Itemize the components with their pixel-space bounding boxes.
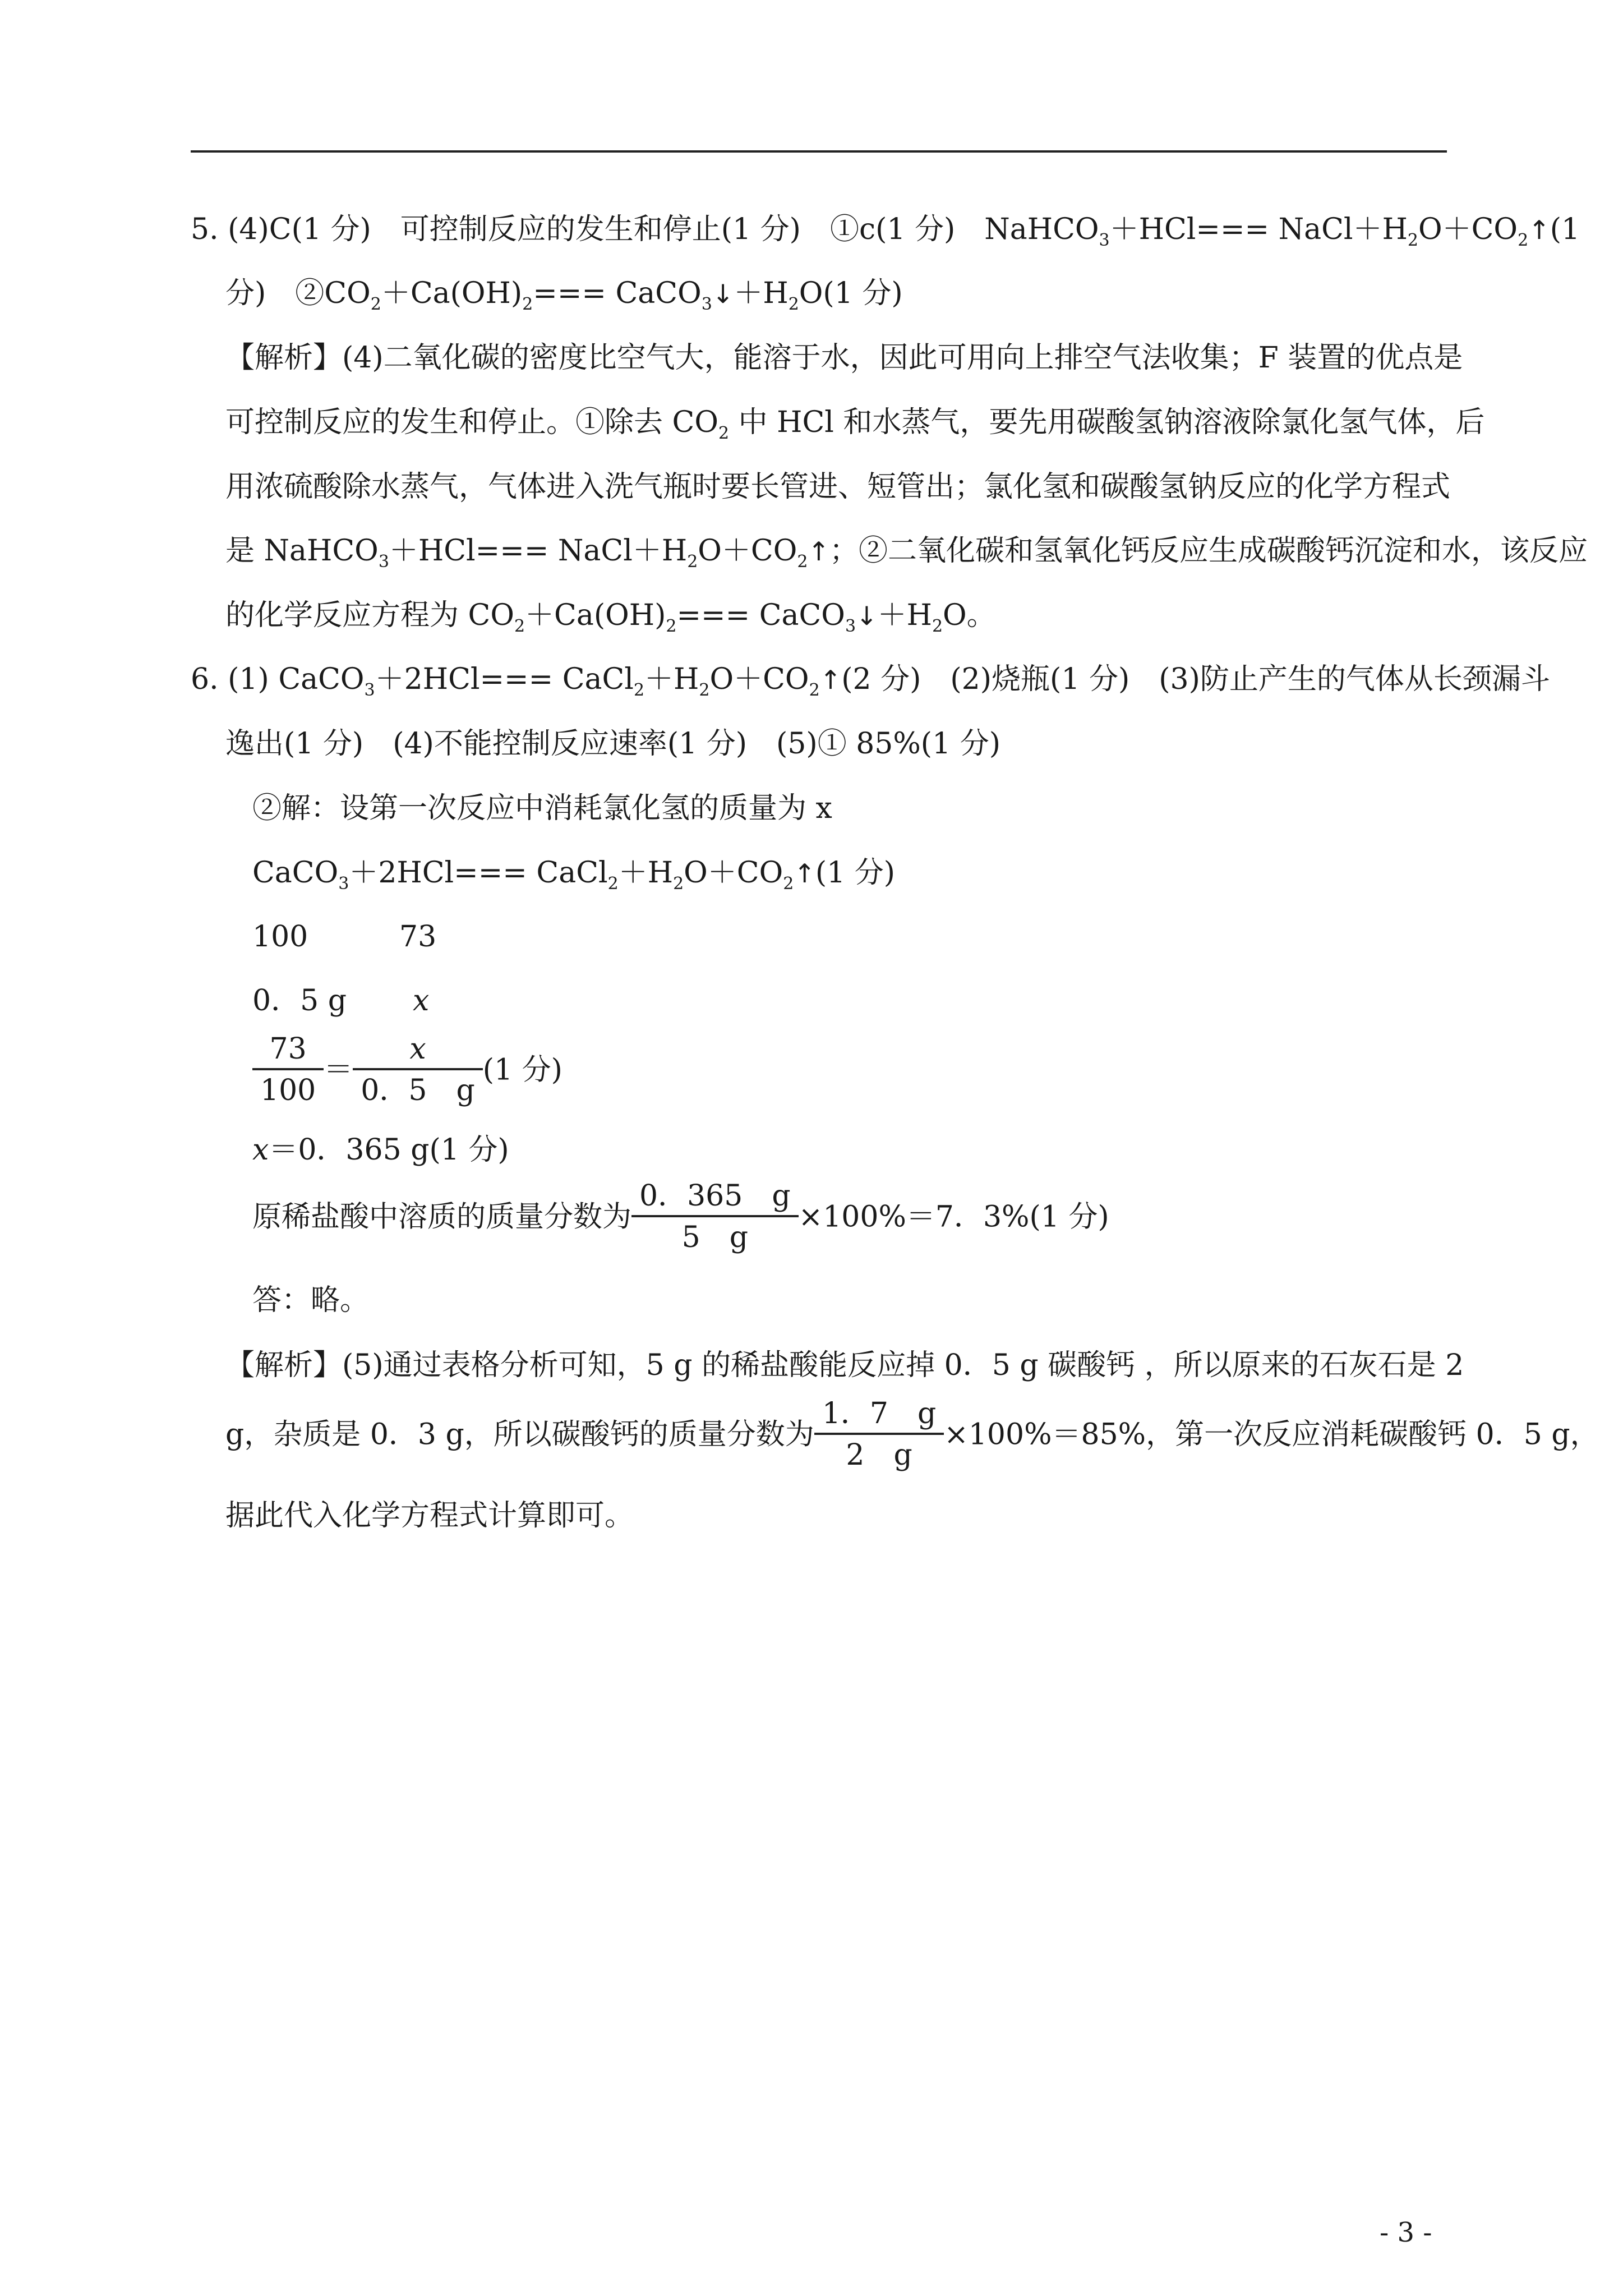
text: 逸出(1 分) (4)不能控制反应速率(1 分) (5)① 85%(1 分) (225, 727, 1000, 761)
q5-analysis-line-3 (225, 470, 1451, 504)
text: 是 NaHCO (225, 534, 379, 568)
text: ＋Ca(OH) (381, 277, 523, 310)
text: ＝0．365 g(1 分) (269, 1133, 509, 1167)
proportion-equation (252, 1032, 562, 1107)
text: ＋H (877, 599, 932, 632)
subscript: 3 (1099, 231, 1110, 250)
subscript: 2 (718, 424, 730, 443)
gas-arrow-icon: ↑ (794, 858, 815, 889)
subscript: 2 (607, 874, 619, 894)
text: ＋2HCl=== CaCl (349, 856, 608, 890)
gas-arrow-icon: ↑ (1528, 215, 1550, 245)
q6-analysis-line-3 (225, 1499, 634, 1533)
q5-analysis-line-1 (225, 341, 1463, 375)
numerator: 0．365 g (631, 1181, 799, 1217)
text: ＝ (324, 1053, 353, 1087)
subscript: 2 (783, 874, 794, 894)
text: ＋HCl=== NaCl＋H (389, 534, 688, 568)
text: ＋Ca(OH) (525, 599, 666, 632)
x-result (252, 1135, 509, 1165)
q5-answer-line-1 (191, 213, 1580, 250)
text: O。 (943, 599, 996, 632)
text: ；②二氧化碳和氢氧化钙反应生成碳酸钙沉淀和水，该反应 (829, 534, 1588, 568)
denominator: 0．5 g (361, 1074, 475, 1107)
text: 可控制反应的发生和停止。①除去 CO (225, 406, 718, 439)
answer-line: 答：略。 (252, 1283, 370, 1317)
subscript: 2 (699, 680, 710, 700)
subscript: 2 (514, 616, 525, 636)
subscript: 2 (797, 552, 808, 572)
subscript: 3 (338, 874, 349, 894)
text: 分) ②CO (225, 277, 371, 310)
text: 【解析】(4)二氧化碳的密度比空气大，能溶于水，因此可用向上排空气法收集；F 装置的优点是 (225, 341, 1463, 375)
subscript: 2 (809, 680, 820, 700)
text: ＋H (734, 277, 789, 310)
q6-solution-intro (252, 794, 832, 823)
text: 5. (4)C(1 分) 可控制反应的发生和停止(1 分) ①c(1 分) NaHCO (191, 213, 1099, 246)
gas-arrow-icon: ↑ (819, 665, 842, 695)
text: O＋CO (1418, 213, 1518, 246)
denominator: 100 (260, 1074, 316, 1107)
numerator: 73 (252, 1034, 324, 1070)
text: O＋CO (709, 662, 809, 696)
q5-analysis-line-4 (225, 534, 1588, 572)
text: (1 分) (482, 1053, 562, 1087)
text: g，杂质是 0．3 g，所以碳酸钙的质量分数为 (225, 1418, 814, 1452)
q6-analysis-line-1 (225, 1351, 1464, 1380)
q5-answer-line-2 (225, 277, 903, 314)
text: O＋CO (684, 856, 783, 890)
subscript: 2 (673, 874, 684, 894)
molar-mass-hcl: 73 (399, 920, 437, 954)
fraction (814, 1399, 944, 1470)
text: === CaCO (533, 277, 702, 310)
numerator: 1．7 g (814, 1399, 944, 1435)
q5-analysis-line-5 (225, 599, 996, 636)
text: ＋H (644, 662, 699, 696)
subscript: 2 (788, 295, 799, 314)
subscript: 2 (1407, 231, 1419, 250)
text: === CaCO (676, 599, 845, 632)
denominator: 2 g (846, 1438, 912, 1472)
q6-answer-line-2 (225, 727, 1000, 761)
subscript: 2 (666, 616, 677, 636)
text: ②解：设第一次反应中消耗氯化氢的质量为 x (252, 792, 832, 825)
text: O＋CO (698, 534, 797, 568)
fraction (252, 1034, 324, 1105)
subscript: 3 (701, 295, 712, 314)
unknown-mass: x (413, 984, 430, 1018)
numerator: x (353, 1034, 482, 1070)
text: ×100%＝7．3%(1 分) (798, 1200, 1109, 1234)
text: 原稀盐酸中溶质的质量分数为 (252, 1200, 632, 1234)
fraction (353, 1034, 482, 1105)
text: CaCO (252, 856, 339, 890)
precipitate-arrow-icon: ↓ (856, 601, 878, 631)
q5-analysis-line-2 (225, 406, 1485, 443)
text: 据此代入化学方程式计算即可。 (225, 1499, 634, 1533)
subscript: 3 (364, 680, 375, 700)
denominator: 5 g (681, 1221, 749, 1254)
text: 的化学反应方程为 CO (225, 599, 514, 632)
subscript: 2 (633, 680, 645, 700)
text: ＋2HCl=== CaCl (375, 662, 634, 696)
text: (1 分) (815, 856, 896, 890)
text: ×100%＝85%，第一次反应消耗碳酸钙 0．5 g， (944, 1418, 1599, 1452)
q6-analysis-line-2 (225, 1397, 1599, 1472)
mass-fraction-line (252, 1179, 1109, 1254)
text: 【解析】(5)通过表格分析可知，5 g 的稀盐酸能反应掉 0．5 g 碳酸钙 ，所以原来的石灰石是 2 (225, 1349, 1464, 1382)
subscript: 2 (932, 616, 943, 636)
text: ＋H (618, 856, 674, 890)
subscript: 3 (845, 616, 856, 636)
q6-answer-line-1 (191, 662, 1550, 700)
subscript: 2 (522, 295, 533, 314)
variable: x (252, 1133, 269, 1167)
text: (1 (1550, 213, 1580, 246)
fraction (631, 1181, 799, 1252)
subscript: 3 (378, 552, 389, 572)
molar-mass-caco3: 100 (252, 920, 308, 954)
page-number: - 3 - (1380, 2217, 1432, 2248)
text: ＋HCl=== NaCl＋H (1109, 213, 1408, 246)
subscript: 2 (1518, 231, 1529, 250)
precipitate-arrow-icon: ↓ (712, 279, 734, 309)
header-rule (191, 150, 1447, 153)
text: 6. (1) CaCO (191, 662, 365, 696)
text: (2 分) (2)烧瓶(1 分) (3)防止产生的气体从长颈漏斗 (841, 662, 1550, 696)
subscript: 2 (687, 552, 698, 572)
q6-equation (252, 856, 896, 894)
text: 用浓硫酸除水蒸气，气体进入洗气瓶时要长管进、短管出；氯化氢和碳酸氢钠反应的化学方程式 (225, 470, 1451, 504)
known-mass: 0．5 g (252, 984, 347, 1018)
gas-arrow-icon: ↑ (808, 536, 829, 567)
subscript: 2 (370, 295, 381, 314)
text: 中 HCl 和水蒸气，要先用碳酸氢钠溶液除氯化氢气体，后 (729, 406, 1485, 439)
text: O(1 分) (799, 277, 903, 310)
